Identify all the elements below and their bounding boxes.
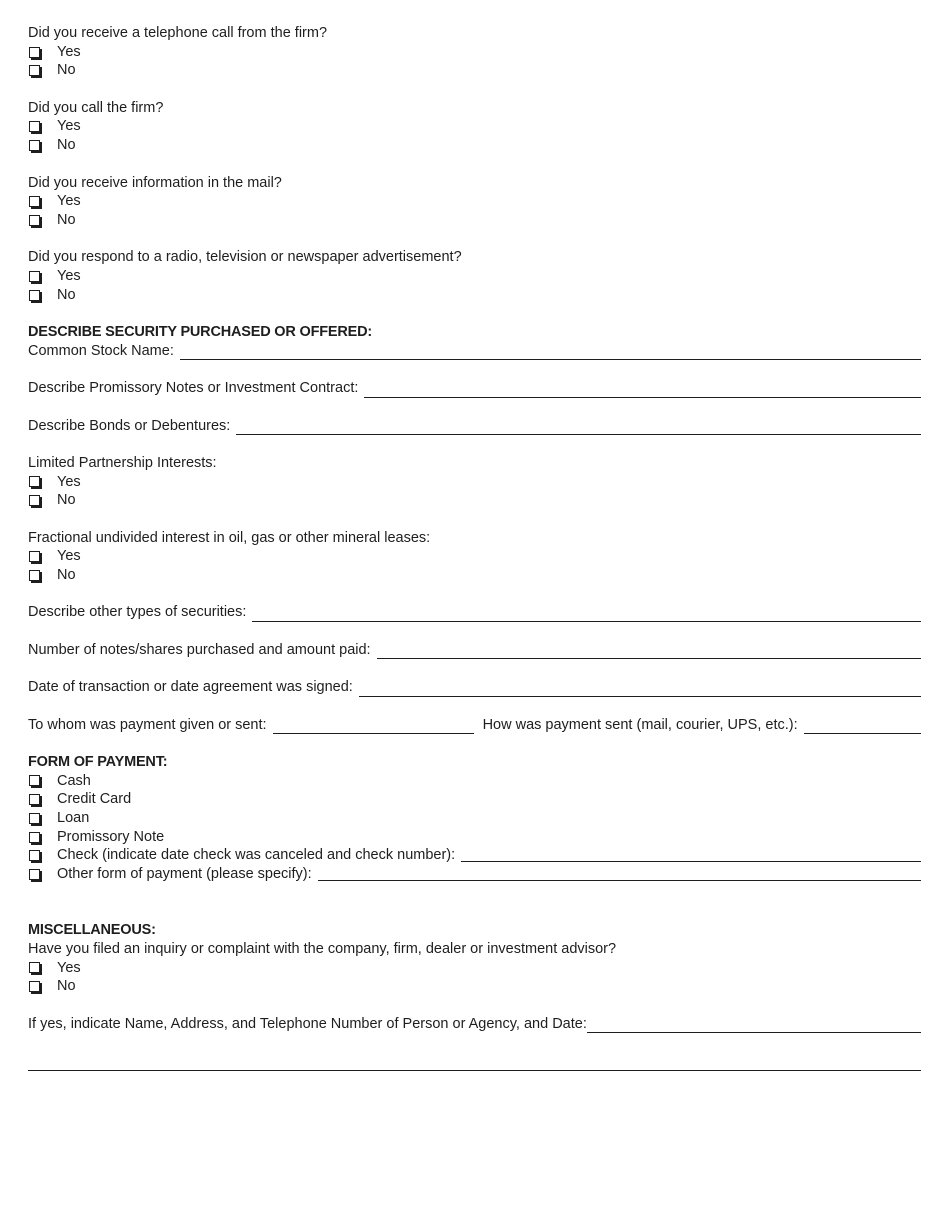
option-no[interactable] [28, 286, 921, 305]
option-label: Yes [57, 268, 81, 284]
common-stock-label: Common Stock Name: [28, 342, 174, 359]
option-label: Loan [57, 810, 90, 826]
number-label: Number of notes/shares purchased and amount paid: [28, 641, 371, 658]
promissory-label: Describe Promissory Notes or Investment Contract: [28, 380, 359, 397]
how-sent-label: How was payment sent (mail, courier, UPS, etc.): [482, 716, 798, 733]
checkbox[interactable] [29, 47, 40, 58]
promissory-row [28, 379, 921, 398]
payment-option-cash[interactable] [28, 772, 921, 791]
option-yes[interactable] [28, 117, 921, 136]
checkbox[interactable] [29, 570, 40, 581]
checkbox[interactable] [29, 476, 40, 487]
common-stock-field[interactable] [180, 347, 921, 360]
option-no[interactable] [28, 566, 921, 585]
option-label: Yes [57, 118, 81, 135]
option-label: No [57, 978, 76, 995]
bonds-label: Describe Bonds or Debentures: [28, 417, 231, 434]
question-telephone-call: Did you receive a telephone call from the firm? [28, 25, 328, 41]
option-no[interactable] [28, 491, 921, 510]
option-label: No [57, 492, 76, 509]
payment-option-promissory-note[interactable] [28, 828, 921, 847]
promissory-field[interactable] [364, 385, 921, 398]
option-label: No [57, 62, 76, 79]
option-yes[interactable] [28, 192, 921, 211]
option-label: No [57, 211, 76, 228]
bonds-field[interactable] [236, 422, 921, 435]
if-yes-row [28, 1015, 921, 1034]
check-details-field[interactable] [461, 849, 921, 862]
option-label: Credit Card [57, 791, 132, 808]
option-no[interactable] [28, 977, 921, 996]
bonds-row [28, 417, 921, 436]
checkbox[interactable] [29, 869, 40, 880]
checkbox[interactable] [29, 215, 40, 226]
checkbox[interactable] [29, 832, 40, 843]
option-no[interactable] [28, 61, 921, 80]
if-yes-field[interactable] [587, 1020, 921, 1033]
checkbox[interactable] [29, 121, 40, 132]
option-label: No [57, 286, 76, 303]
question-call-firm: Did you call the firm? [28, 99, 164, 116]
other-types-label: Describe other types of securities: [28, 604, 247, 621]
common-stock-row [28, 342, 921, 361]
date-field[interactable] [359, 684, 921, 697]
option-label: No [57, 137, 76, 154]
misc-heading: MISCELLANEOUS: [28, 922, 156, 939]
other-payment-field[interactable] [318, 868, 921, 881]
question-advertisement: Did you respond to a radio, television or newspaper advertisement? [28, 249, 462, 266]
checkbox[interactable] [29, 794, 40, 805]
checkbox[interactable] [29, 962, 40, 973]
option-label: Yes [57, 548, 81, 565]
checkbox[interactable] [29, 290, 40, 301]
checkbox[interactable] [29, 196, 40, 207]
checkbox[interactable] [29, 551, 40, 562]
question-filed-complaint: Have you filed an inquiry or complaint with the company, firm, dealer or investment advisor? [28, 940, 617, 957]
number-field[interactable] [377, 646, 921, 659]
date-row [28, 678, 921, 697]
to-whom-field[interactable] [273, 721, 474, 734]
checkbox[interactable] [29, 140, 40, 151]
option-yes[interactable] [28, 959, 921, 978]
if-yes-continuation-line[interactable] [28, 1070, 921, 1071]
option-label: No [57, 567, 76, 584]
option-yes[interactable] [28, 547, 921, 566]
option-label: Yes [57, 193, 81, 210]
other-types-row [28, 603, 921, 622]
question-mail: Did you receive information in the mail? [28, 174, 282, 191]
payment-heading: FORM OF PAYMENT: [28, 753, 168, 770]
payment-option-loan[interactable] [28, 809, 921, 828]
checkbox[interactable] [29, 813, 40, 824]
checkbox[interactable] [29, 850, 40, 861]
payment-option-credit-card[interactable] [28, 790, 921, 809]
checkbox[interactable] [29, 981, 40, 992]
option-yes[interactable] [28, 267, 921, 286]
security-heading: DESCRIBE SECURITY PURCHASED OR OFFERED: [28, 324, 372, 341]
checkbox[interactable] [29, 65, 40, 76]
payment-recipient-row [28, 716, 921, 735]
option-label: Check (indicate date check was canceled and check number): [57, 847, 456, 864]
other-types-field[interactable] [252, 609, 921, 622]
how-sent-field[interactable] [804, 721, 921, 734]
option-yes[interactable] [28, 473, 921, 492]
checkbox[interactable] [29, 775, 40, 786]
option-label: Yes [57, 473, 81, 490]
option-label: Yes [57, 959, 81, 976]
date-label: Date of transaction or date agreement was signed: [28, 679, 353, 696]
option-yes[interactable] [28, 43, 921, 62]
checkbox[interactable] [29, 495, 40, 506]
question-limited-partnership: Limited Partnership Interests: [28, 454, 217, 471]
option-label: Yes [57, 43, 81, 60]
number-row [28, 641, 921, 660]
option-no[interactable] [28, 136, 921, 155]
question-fractional: Fractional undivided interest in oil, gas or other mineral leases: [28, 529, 431, 546]
complaint-form [28, 24, 921, 1071]
option-label: Other form of payment (please specify): [57, 866, 312, 883]
checkbox[interactable] [29, 271, 40, 282]
to-whom-label: To whom was payment given or sent: [28, 716, 267, 733]
payment-option-check[interactable] [28, 846, 921, 865]
if-yes-label: If yes, indicate Name, Address, and Telephone Number of Person or Agency, and Date: [28, 1015, 587, 1032]
option-label: Promissory Note [57, 828, 165, 845]
option-label: Cash [57, 772, 91, 789]
option-no[interactable] [28, 211, 921, 230]
payment-option-other[interactable] [28, 865, 921, 884]
